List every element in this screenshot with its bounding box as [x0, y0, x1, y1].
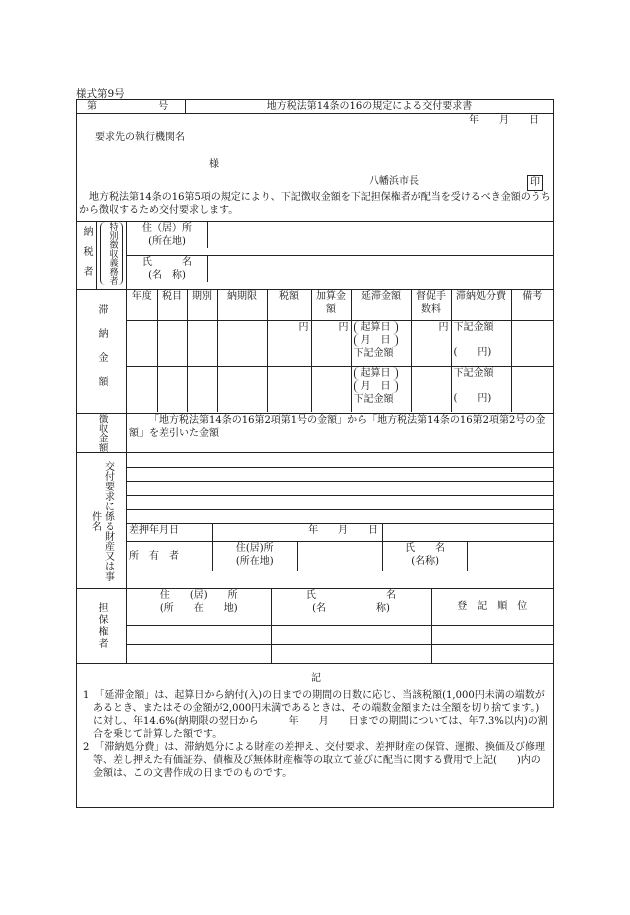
intro-text: 地方税法第14条の16第5項の規定により、下記徴収金額を下記担保権者が配当を受けるべき金額のうちから徴収するため交付要求します。: [79, 192, 551, 216]
taxpayer-side-label: 納税者: [81, 225, 92, 286]
special-collector-label: 特別徴収義務者: [100, 222, 124, 285]
addressee-label: 要求先の執行機関名: [95, 132, 185, 143]
table-row: 起算日 月 日 下記金額 下記金額 ( 円): [127, 366, 553, 412]
seal-mark: 印: [527, 175, 543, 191]
property-line-5[interactable]: [127, 509, 553, 523]
col-due-date: 納期限: [217, 290, 267, 320]
taxpayer-address-field[interactable]: [208, 222, 554, 248]
taxpayer-address-label: 住（居）所 (所在地): [127, 222, 208, 248]
note-item-1: 1 「延滞金額」は、起算日から納付(入)の日までの期間の日数に応じ、当該税額(1,000円未満の端数があるとき、またはその金額が2,000円未満であるときは、その端数金額または全額を切り捨てます。)に対し、年14.6%(納期限の翌日から 年 月 日までの期間については、年7.3%以内)の割合を乗じて計算した額です。: [83, 690, 548, 740]
note-item-2: 2 「滞納処分費」は、滞納処分による財産の差押え、交付要求、差押財産の保管、運搬、換価及び修理等、差し押えた有価証券、債権及び無体財産権等の取立て並びに配当に関する費用で上記( )内の金額は、この文書作成の日までのものです。: [83, 742, 545, 779]
col-period: 期別: [187, 290, 217, 320]
property-side-label: 交付要求に係る財産又は事件名: [89, 460, 114, 581]
secured-side-label: 担保権者: [96, 602, 107, 650]
owner-address-field[interactable]: [297, 541, 382, 571]
taxpayer-name-field[interactable]: [208, 256, 554, 282]
sender-name: 八幡浜市長: [369, 176, 419, 187]
honorific: 様: [209, 159, 219, 170]
owner-label: 所 有 者: [127, 541, 212, 571]
collection-side-label: 徴収金額: [96, 414, 108, 452]
col-remarks: 備考: [511, 290, 553, 320]
owner-name-field[interactable]: [468, 541, 553, 571]
col-disposition-fee: 滞納処分費: [451, 290, 511, 320]
property-line-1[interactable]: [127, 453, 553, 467]
col-dunning-fee: 督促手数料: [411, 290, 451, 320]
notes-heading: 記: [311, 673, 321, 684]
delinquent-side-label: 滞納金額: [96, 303, 107, 400]
issue-date: 年 月 日: [469, 115, 539, 126]
taxpayer-name-label: 氏 名 (名 称): [127, 256, 208, 282]
owner-address-label: 住(居)所 (所在地): [212, 541, 297, 571]
secured-name-label: 氏 名 (名 称): [271, 589, 431, 625]
form-number: 様式第9号: [76, 88, 125, 100]
seizure-date-value: 年 月 日: [212, 523, 382, 541]
owner-name-label: 氏 名 (名称): [383, 541, 468, 571]
secured-address-label: 住 (居) 所 (所 在 地): [127, 589, 271, 625]
property-line-2[interactable]: [127, 467, 553, 481]
seizure-date-label: 差押年月日: [127, 523, 212, 541]
delinquent-table: [127, 290, 553, 412]
table-row: 円 円 起算日 月 日 下記金額 円 下記金額 ( 円): [127, 320, 553, 366]
property-line-4[interactable]: [127, 495, 553, 509]
col-late-fee: 延滞金額: [351, 290, 411, 320]
table-row[interactable]: [127, 644, 553, 663]
col-year: 年度: [127, 290, 157, 320]
collection-text: 「地方税法第14条の16第2項第1号の金額」から「地方税法第14条の16第2項第2号の金額」を差引いた金額: [127, 414, 554, 453]
secured-rank-label: 登 記 順 位: [431, 589, 553, 625]
property-line-3[interactable]: [127, 481, 553, 495]
form-title: 地方税法第14条の16の規定による交付要求書: [266, 101, 473, 112]
table-row[interactable]: [127, 625, 553, 644]
col-tax-item: 税目: [157, 290, 187, 320]
col-additional: 加算金額: [311, 290, 351, 320]
col-tax-amount: 税額: [267, 290, 311, 320]
request-form: [76, 99, 554, 808]
document-number: 第 号: [77, 100, 186, 113]
